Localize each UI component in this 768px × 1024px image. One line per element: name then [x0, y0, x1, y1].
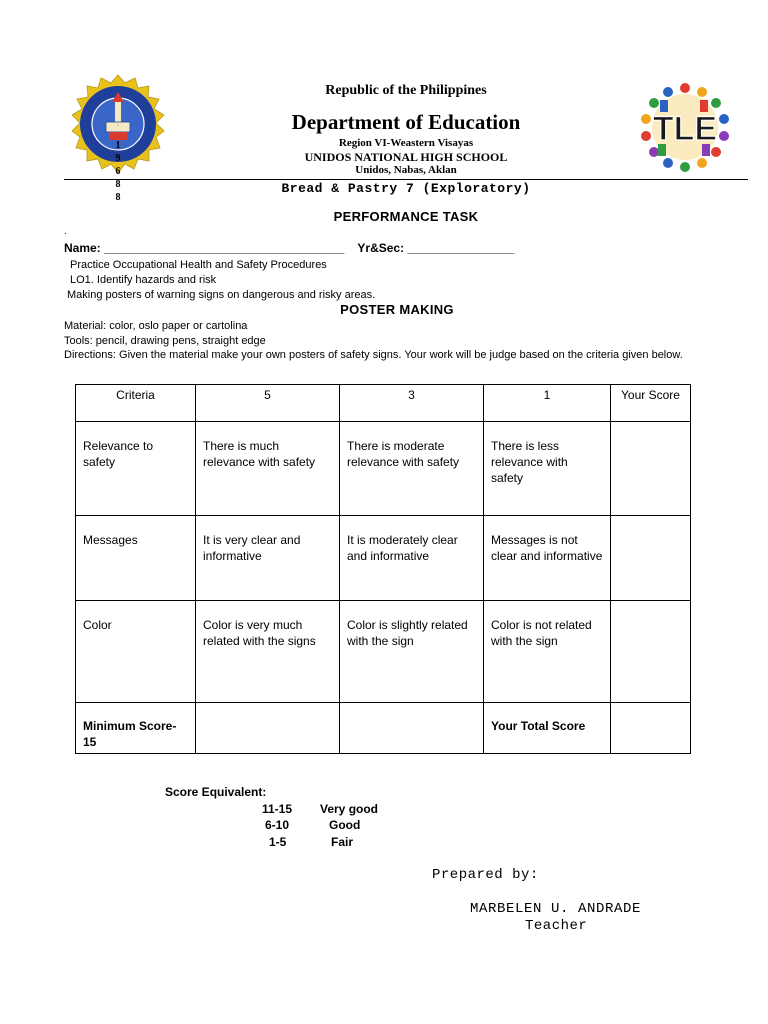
rubric-criteria-cell: Color: [76, 601, 196, 703]
rubric-header-cell: 1: [484, 385, 611, 422]
total-score-cell[interactable]: [611, 703, 691, 754]
svg-text:·: ·: [117, 123, 119, 129]
rubric-row: [76, 601, 691, 703]
rubric-header-cell: 5: [196, 385, 340, 422]
rubric-header-row: [76, 385, 691, 422]
total-score-label: Your Total Score: [484, 703, 611, 754]
school-address: Unidos, Nabas, Aklan: [355, 164, 457, 176]
performance-task-title: PERFORMANCE TASK: [333, 209, 479, 224]
tle-logo-text: TLE: [652, 110, 718, 148]
directions-line: Directions: Given the material make your own posters of safety signs. Your work will be judge based on the criteria given below.: [64, 349, 683, 361]
rubric-cell: There is less relevance with safety: [484, 422, 611, 516]
year-digit: 6: [115, 166, 121, 177]
rubric-cell: There is moderate relevance with safety: [340, 422, 484, 516]
year-digit: 8: [115, 192, 121, 203]
rubric-score-cell[interactable]: [611, 422, 691, 516]
year-digit: 8: [115, 179, 121, 190]
objective-line: LO1. Identify hazards and risk: [70, 274, 217, 286]
republic-line: Republic of the Philippines: [325, 83, 487, 98]
rubric-header-cell: Your Score: [611, 385, 691, 422]
rubric-cell: [196, 703, 340, 754]
tools-line: Tools: pencil, drawing pens, straight edge: [64, 335, 266, 347]
score-equivalent-title: Score Equivalent:: [165, 785, 267, 799]
department-title: Department of Education: [291, 110, 521, 134]
rubric-header-cell: 3: [340, 385, 484, 422]
rubric-criteria-cell: Relevance to safety: [76, 422, 196, 516]
rubric-cell: It is very clear and informative: [196, 516, 340, 601]
region-line: Region VI-Weastern Visayas: [338, 137, 474, 149]
rubric-score-cell[interactable]: [611, 516, 691, 601]
year-digit: 9: [115, 153, 121, 164]
teacher-name: MARBELEN U. ANDRADE: [470, 901, 642, 917]
minimum-score-cell: Minimum Score-15: [76, 703, 196, 754]
score-range: 1-5: [269, 835, 287, 849]
score-label: Very good: [320, 802, 379, 816]
material-line: Material: color, oslo paper or cartolina: [64, 320, 248, 332]
objective-line: Making posters of warning signs on dangerous and risky areas.: [67, 289, 376, 301]
rubric-footer-row: [76, 703, 691, 754]
header-divider: [64, 179, 748, 180]
rubric-criteria-cell: Messages: [76, 516, 196, 601]
prepared-by-label: Prepared by:: [432, 867, 539, 883]
score-label: Fair: [331, 835, 354, 849]
rubric-cell: Color is not related with the sign: [484, 601, 611, 703]
objective-line: Practice Occupational Health and Safety Procedures: [70, 259, 327, 271]
score-range: 11-15: [262, 802, 293, 816]
stray-dot: .: [64, 226, 67, 237]
subject-title: Bread & Pastry 7 (Exploratory): [281, 181, 531, 196]
poster-making-title: POSTER MAKING: [340, 302, 454, 317]
rubric-cell: Color is very much related with the signs: [196, 601, 340, 703]
rubric-cell: Messages is not clear and informative: [484, 516, 611, 601]
rubric-row: [76, 422, 691, 516]
rubric-header-cell: Criteria: [76, 385, 196, 422]
score-label: Good: [329, 818, 361, 832]
teacher-role: Teacher: [525, 918, 588, 934]
name-yrsec-line: Name: ____________________________________ Yr&Sec: ________________: [64, 241, 515, 255]
rubric-cell: Color is slightly related with the sign: [340, 601, 484, 703]
year-digit: 1: [115, 140, 121, 151]
school-name: UNIDOS NATIONAL HIGH SCHOOL: [304, 150, 508, 164]
score-range: 6-10: [265, 818, 290, 832]
rubric-cell: It is moderately clear and informative: [340, 516, 484, 601]
rubric-score-cell[interactable]: [611, 601, 691, 703]
rubric-cell: There is much relevance with safety: [196, 422, 340, 516]
rubric-cell: [340, 703, 484, 754]
rubric-table: [75, 384, 691, 754]
rubric-row: [76, 516, 691, 601]
